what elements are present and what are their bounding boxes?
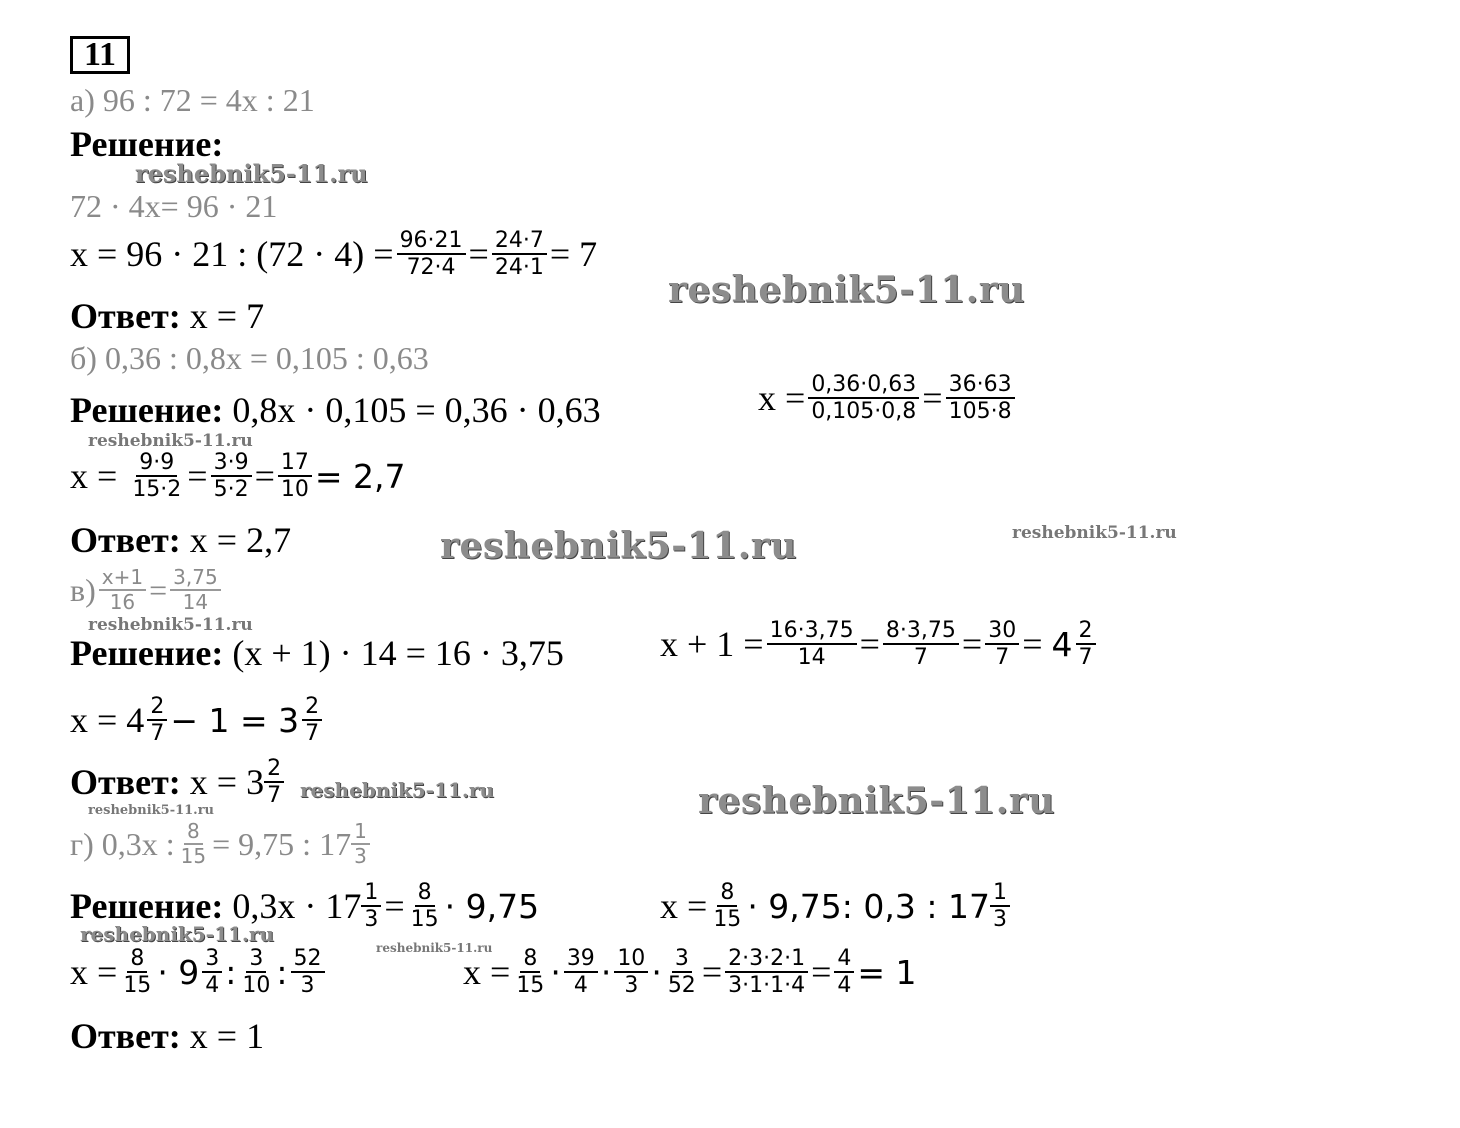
answer-d: Ответ: х = 1	[70, 1016, 265, 1056]
fraction: $\frac{8}{15}$	[123, 946, 152, 999]
step-a-2-lhs: х = 96 · 21 : (72 · 4) =	[70, 234, 394, 275]
fraction: $\frac{3}{10}$	[242, 946, 271, 999]
step-d-1: Решение: 0,3х · 17 $\frac{1}{3}$ = $\frac{8}{15}$ · 9,75	[70, 880, 540, 933]
problem-a: а) 96 : 72 = 4х : 21	[70, 82, 315, 118]
fraction: $\frac{39}{4}$	[564, 946, 598, 999]
fraction: $\frac{8}{15}$	[410, 880, 439, 933]
step-d-2: х = $\frac{8}{15}$ · 9 $\frac{3}{4}$ : $\frac{3}{10}$ : $\frac{52}{3}$	[70, 946, 328, 999]
answer-c: Ответ: х = 3 $\frac{2}{7}$	[70, 756, 287, 809]
answer-a: Ответ: х = 7	[70, 296, 265, 336]
step-d-right: х = $\frac{8}{15}$ · 9,75: 0,3 : 17 $\frac{1}{3}$	[660, 880, 1013, 933]
fraction: $\frac{3,75}{14}$	[170, 566, 221, 614]
fraction: $\frac{30}{7}$	[985, 618, 1019, 671]
fraction: $\frac{16\cdot 3,75}{14}$	[767, 618, 857, 671]
problem-d: г) 0,3х : $\frac{8}{15}$ = 9,75 : 17 $\frac{1}{3}$	[70, 820, 373, 868]
watermark: reshebnik5-11.ru	[88, 615, 253, 635]
step-b-2: х = $\frac{9\cdot 9}{15\cdot 2}$ = $\frac{3\cdot 9}{5\cdot 2}$ = $\frac{17}{10}$ = 2,7	[70, 450, 406, 503]
step-a-1: 72 · 4х= 96 · 21	[70, 188, 278, 224]
fraction: $\frac{2\cdot 3\cdot 2\cdot 1}{3\cdot 1\cdot 1\cdot 4}$	[725, 946, 808, 999]
fraction: $\frac{x+1}{16}$	[99, 566, 146, 614]
fraction: $\frac{8}{15}$	[180, 819, 207, 868]
fraction: $\frac{52}{3}$	[291, 946, 325, 999]
fraction: $\frac{2}{7}$	[1076, 618, 1096, 671]
solution-label-a: Решение:	[70, 124, 224, 164]
fraction: $\frac{8}{15}$	[713, 880, 742, 933]
step-d-result: х = $\frac{8}{15}$ · $\frac{39}{4}$ · $\frac{10}{3}$ · $\frac{3}{52}$ = $\frac{2\cdot 3\cdot 2\cdot 1}{3\cdot 1\cdot 1\cdot 4}$ = $\frac{4}{4}$ = 1	[463, 946, 917, 999]
watermark: reshebnik5-11.ru	[376, 941, 493, 955]
fraction: $\frac{3}{4}$	[202, 946, 222, 999]
fraction: $\frac{2}{7}$	[302, 694, 322, 747]
step-b-1: Решение: 0,8х · 0,105 = 0,36 · 0,63	[70, 390, 601, 430]
fraction: $\frac{24\cdot 7}{24\cdot 1}$	[492, 228, 547, 281]
step-c-right: х + 1 = $\frac{16\cdot 3,75}{14}$ = $\frac{8\cdot 3,75}{7}$ = $\frac{30}{7}$ = 4 $\frac{2}{7}$	[660, 618, 1099, 671]
step-a-2: х = 96 · 21 : (72 · 4) = $\frac{96\cdot 21}{72\cdot 4}$ = $\frac{24\cdot 7}{24\cdot 1}$ = 7	[70, 228, 598, 281]
step-c-1: Решение: (х + 1) · 14 = 16 · 3,75	[70, 633, 564, 673]
watermark: reshebnik5-11.ru	[668, 269, 1025, 311]
task-number: 11	[70, 36, 130, 74]
fraction: $\frac{3\cdot 9}{5\cdot 2}$	[211, 450, 252, 503]
fraction: $\frac{3}{52}$	[667, 946, 696, 999]
watermark: reshebnik5-11.ru	[135, 159, 368, 188]
fraction: $\frac{2}{7}$	[264, 756, 284, 809]
fraction: $\frac{1}{3}$	[351, 820, 370, 868]
fraction: $\frac{8}{15}$	[516, 946, 545, 999]
fraction: $\frac{10}{3}$	[614, 946, 648, 999]
fraction: $\frac{96\cdot 21}{72\cdot 4}$	[397, 228, 466, 281]
watermark: reshebnik5-11.ru	[88, 431, 253, 451]
problem-c: в) $\frac{x+1}{16}$ = $\frac{3,75}{14}$	[70, 566, 224, 614]
problem-b: б) 0,36 : 0,8х = 0,105 : 0,63	[70, 340, 429, 376]
fraction: $\frac{4}{4}$	[834, 946, 854, 999]
watermark: reshebnik5-11.ru	[88, 803, 215, 818]
fraction: $\frac{1}{3}$	[990, 880, 1010, 933]
step-b-right: х = $\frac{0,36\cdot 0,63}{0,105\cdot 0,8}$ = $\frac{36\cdot 63}{105\cdot 8}$	[758, 372, 1018, 425]
watermark: reshebnik5-11.ru	[1012, 523, 1177, 543]
fraction: $\frac{1}{3}$	[361, 880, 381, 933]
fraction: $\frac{17}{10}$	[278, 450, 312, 503]
fraction: $\frac{2}{7}$	[147, 694, 167, 747]
step-a-2-result: = 7	[549, 234, 598, 275]
answer-b: Ответ: х = 2,7	[70, 520, 292, 560]
fraction: $\frac{0,36\cdot 0,63}{0,105\cdot 0,8}$	[808, 372, 919, 425]
watermark: reshebnik5-11.ru	[80, 922, 274, 946]
fraction: $\frac{9\cdot 9}{15\cdot 2}$	[132, 450, 182, 503]
fraction: $\frac{36\cdot 63}{105\cdot 8}$	[946, 372, 1015, 425]
step-c-2: х = 4 $\frac{2}{7}$ − 1 = 3 $\frac{2}{7}$	[70, 694, 325, 747]
watermark: reshebnik5-11.ru	[698, 780, 1055, 822]
watermark: reshebnik5-11.ru	[440, 525, 797, 567]
watermark: reshebnik5-11.ru	[300, 778, 494, 802]
fraction: $\frac{8\cdot 3,75}{7}$	[883, 618, 959, 671]
